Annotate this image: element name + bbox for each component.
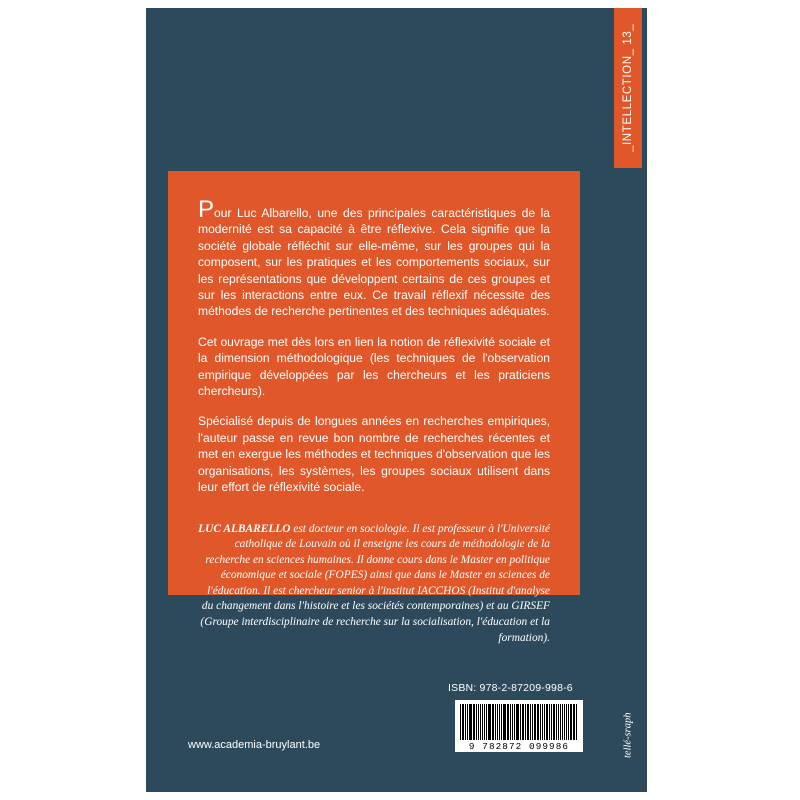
barcode-bars (460, 704, 578, 740)
spine-series-label: _INTELLECTION_ 13_ (622, 23, 634, 153)
blurb-panel (168, 171, 580, 644)
blurb-paragraph-2: Cet ouvrage met dès lors en lien la notion de réflexivité sociale et la dimension méthodologique (les techniques de l'observation empirique développées par les chercheurs et les praticiens chercheurs). (198, 334, 550, 399)
author-name: LUC ALBARELLO (198, 522, 291, 535)
spine-publisher-mark: tellé-sraph (622, 712, 634, 758)
author-bio-text: est docteur en sociologie. Il est professeur à l'Université catholique de Louvain où il enseigne les cours de méthodologie de la recherche en sciences humaines. Il donne cours dans le Master en politique économique et sociale (FOPES) ainsi que dans le Master en sciences de l'éducation. Il est chercheur senior à l'institut IACCHOS (Institut d'analyse du changement dans l'histoire et les sociétés contemporaines) et au GIRSEF (Groupe interdisciplinaire de recherche sur la socialisation, l'éducation et la formation). (200, 522, 550, 644)
blurb-paragraph-1: Pour Luc Albarello, une des principales caractéristiques de la modernité est sa capacité à être réflexive. Cela signifie que la société globale réfléchit sur elle-même, sur les groupes qui la composent, sur les pratiques et les comportements sociaux, sur les représentations que développent certains de ces groupes et sur les interactions entre eux. Ce travail réflexif nécessite des méthodes de recherche pertinentes et des techniques adéquates. (198, 196, 550, 319)
publisher-website: www.academia-bruylant.be (188, 739, 321, 751)
barcode (455, 700, 583, 752)
blurb-paragraph-3: Spécialisé depuis de longues années en recherches empiriques, l'auteur passe en revue bon nombre de recherches récentes et met en exergue les méthodes et techniques d'observation que les organisations, les systèmes, les groupes sociaux utilisent dans leur effort de réflexivité sociale. (198, 414, 550, 495)
isbn-label: ISBN: 978-2-87209-998-6 (448, 682, 573, 694)
author-biography (198, 522, 550, 647)
barcode-number: 9 782872 099986 (468, 741, 570, 752)
